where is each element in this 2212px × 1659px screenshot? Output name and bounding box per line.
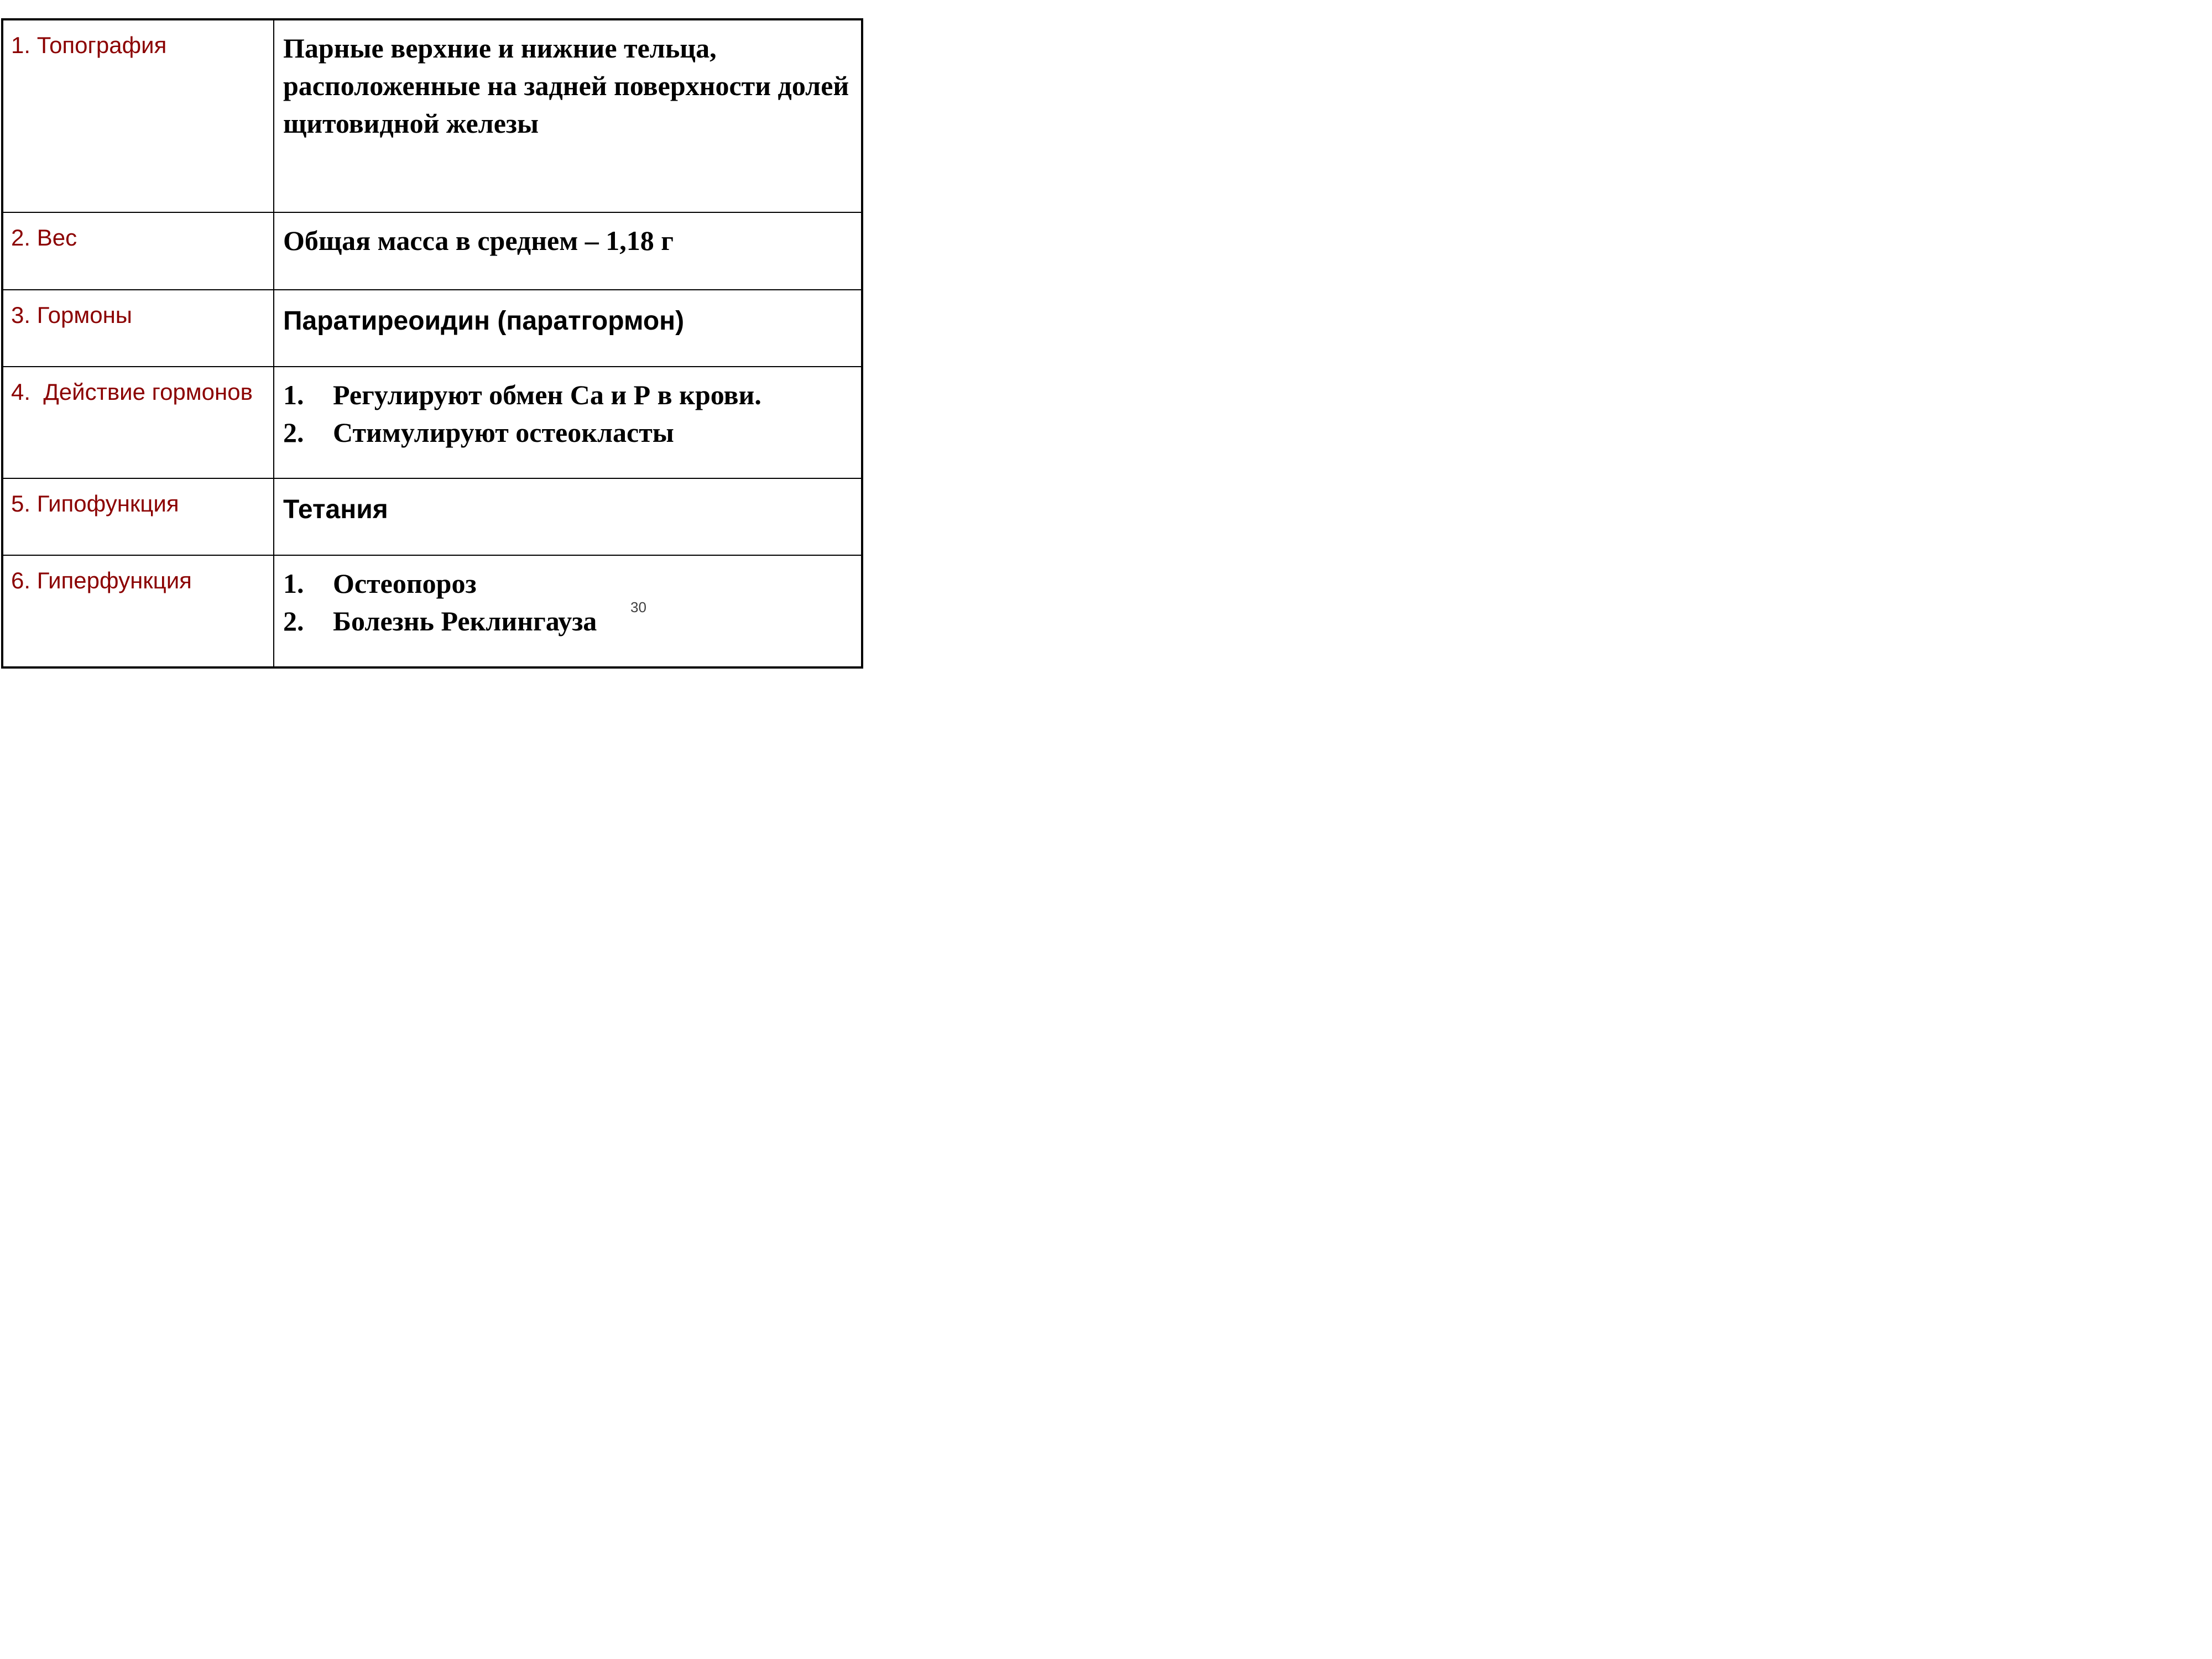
list-item	[283, 414, 853, 451]
row-value-topography	[274, 19, 862, 212]
list-item-number: 1.	[283, 568, 304, 599]
topography-text: Парные верхние и нижние тельца, расположенные на задней поверхности долей щитовидной железы	[283, 33, 849, 139]
row-value-hyperfunction	[274, 555, 862, 667]
row-value-hormone-action	[274, 367, 862, 478]
hypofunction-text: Тетания	[283, 495, 388, 524]
list-item-text: Регулируют обмен Са и Р в крови.	[333, 379, 761, 410]
table-row	[2, 290, 862, 367]
row-label-hyperfunction: 6. Гиперфункция	[2, 555, 274, 667]
row-label-hormone-action: 4. Действие гормонов	[2, 367, 274, 478]
table-row	[2, 212, 862, 290]
list-item-text: Остеопороз	[333, 568, 477, 599]
hormones-text: Паратиреоидин (паратгормон)	[283, 306, 685, 336]
row-value-hypofunction	[274, 478, 862, 555]
table-row	[2, 19, 862, 212]
row-label-weight: 2. Вес	[2, 212, 274, 290]
weight-text: Общая масса в среднем – 1,18 г	[283, 225, 674, 256]
row-value-weight	[274, 212, 862, 290]
list-item	[283, 565, 853, 602]
row-label-hypofunction: 5. Гипофункция	[2, 478, 274, 555]
list-item-text: Болезнь Реклингауза	[333, 606, 597, 637]
list-item-number: 1.	[283, 379, 304, 410]
table-row	[2, 367, 862, 478]
list-item-number: 2.	[283, 606, 304, 637]
row-value-hormones	[274, 290, 862, 367]
list-item-text: Стимулируют остеокласты	[333, 417, 674, 448]
slide	[0, 0, 865, 648]
list-item	[283, 376, 853, 414]
table-row	[2, 478, 862, 555]
list-item-number: 2.	[283, 417, 304, 448]
list-item	[283, 602, 853, 640]
row-label-hormones: 3. Гормоны	[2, 290, 274, 367]
parathyroid-info-table	[1, 18, 863, 669]
row-label-topography: 1. Топография	[2, 19, 274, 212]
page-number: 30	[630, 599, 646, 615]
table-row	[2, 555, 862, 667]
